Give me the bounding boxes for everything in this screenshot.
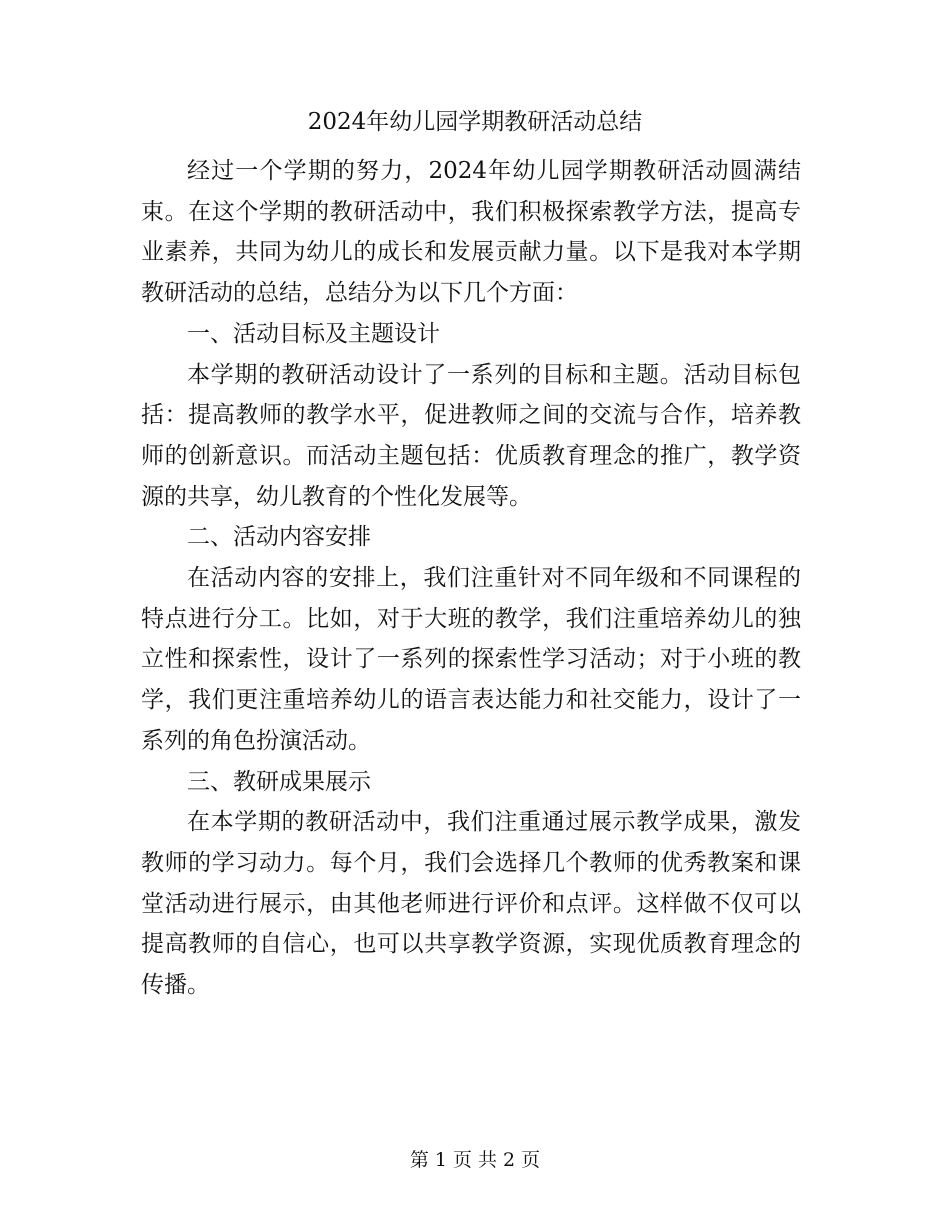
results-paragraph: 在本学期的教研活动中，我们注重通过展示教学成果，激发教师的学习动力。每个月，我们会选择几个教师的优秀教案和课堂活动进行展示，由其他老师进行评价和点评。这样做不仅可以提高教师的自信心，也可以共享教学资源，实现优质教育理念的传播。 — [141, 809, 801, 999]
document-body — [141, 151, 801, 1006]
section-heading-results: 三、教研成果展示 — [187, 768, 371, 795]
content-paragraph: 在活动内容的安排上，我们注重针对不同年级和不同课程的特点进行分工。比如，对于大班的教学，我们注重培养幼儿的独立性和探索性，设计了一系列的探索性学习活动；对于小班的教学，我们更注重培养幼儿的语言表达能力和社交能力，设计了一系列的角色扮演活动。 — [141, 565, 801, 754]
section-heading-content: 二、活动内容安排 — [187, 524, 371, 551]
section-heading-goals: 一、活动目标及主题设计 — [187, 320, 440, 347]
page-title: 2024年幼儿园学期教研活动总结 — [307, 109, 643, 135]
page-number-footer: 第 1 页 共 2 页 — [409, 1149, 541, 1171]
intro-paragraph: 经过一个学期的努力，2024年幼儿园学期教研活动圆满结束。在这个学期的教研活动中，我们积极探索教学方法，提高专业素养，共同为幼儿的成长和发展贡献力量。以下是我对本学期教研活动的总结，总结分为以下几个方面： — [141, 158, 801, 307]
goals-paragraph: 本学期的教研活动设计了一系列的目标和主题。活动目标包括：提高教师的教学水平，促进教师之间的交流与合作，培养教师的创新意识。而活动主题包括：优质教育理念的推广，教学资源的共享，幼儿教育的个性化发展等。 — [141, 361, 801, 510]
